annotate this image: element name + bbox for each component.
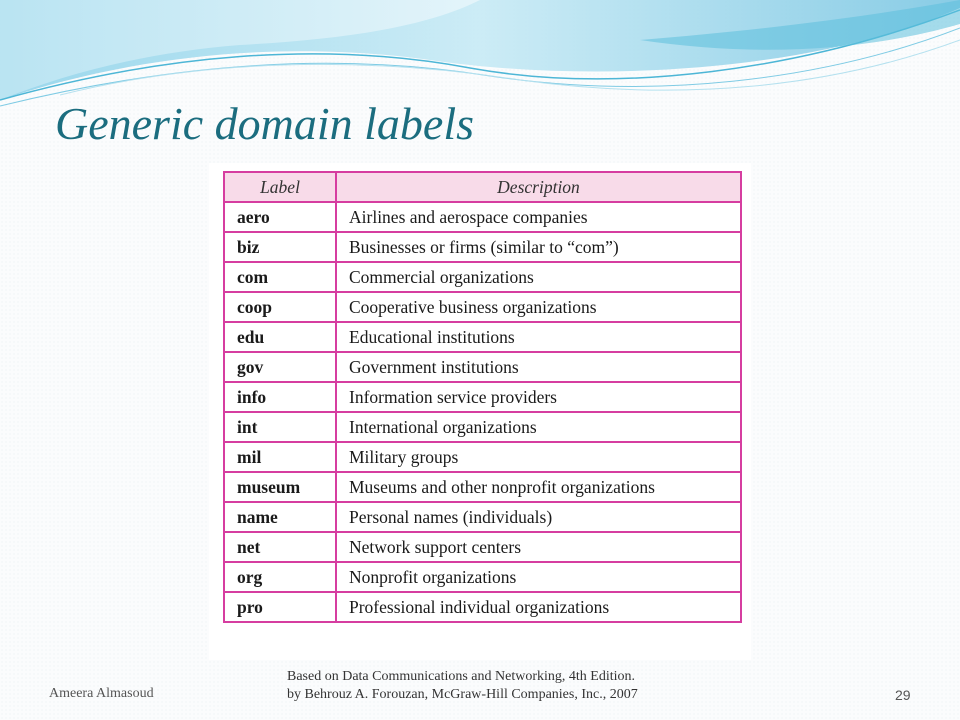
table-row — [224, 232, 741, 262]
description-cell: Network support centers — [336, 532, 741, 562]
domain-labels-figure — [209, 163, 751, 660]
label-cell: biz — [224, 232, 336, 262]
description-cell: Government institutions — [336, 352, 741, 382]
table-row — [224, 532, 741, 562]
table-row — [224, 382, 741, 412]
label-cell: com — [224, 262, 336, 292]
description-cell: Professional individual organizations — [336, 592, 741, 622]
description-cell: Information service providers — [336, 382, 741, 412]
footer-source-line-2: by Behrouz A. Forouzan, McGraw-Hill Companies, Inc., 2007 — [287, 687, 638, 702]
label-cell: net — [224, 532, 336, 562]
description-cell: Personal names (individuals) — [336, 502, 741, 532]
table-row — [224, 412, 741, 442]
description-cell: Educational institutions — [336, 322, 741, 352]
label-cell: aero — [224, 202, 336, 232]
header-description: Description — [336, 172, 741, 202]
label-cell: info — [224, 382, 336, 412]
description-cell: International organizations — [336, 412, 741, 442]
table-row — [224, 472, 741, 502]
table-row — [224, 352, 741, 382]
description-cell: Commercial organizations — [336, 262, 741, 292]
footer-source — [287, 668, 638, 704]
slide-title: Generic domain labels — [55, 98, 475, 149]
label-cell: mil — [224, 442, 336, 472]
label-cell: pro — [224, 592, 336, 622]
page-number: 29 — [895, 687, 911, 703]
label-cell: int — [224, 412, 336, 442]
table-row — [224, 592, 741, 622]
footer-source-line-1: Based on Data Communications and Networking, 4th Edition. — [287, 669, 636, 684]
label-cell: museum — [224, 472, 336, 502]
domain-labels-table — [223, 171, 742, 623]
table-row — [224, 292, 741, 322]
description-cell: Museums and other nonprofit organizations — [336, 472, 741, 502]
table-row — [224, 442, 741, 472]
label-cell: gov — [224, 352, 336, 382]
description-cell: Cooperative business organizations — [336, 292, 741, 322]
table-row — [224, 502, 741, 532]
table-header-row — [224, 172, 741, 202]
table-row — [224, 202, 741, 232]
description-cell: Military groups — [336, 442, 741, 472]
label-cell: org — [224, 562, 336, 592]
label-cell: edu — [224, 322, 336, 352]
table-row — [224, 322, 741, 352]
label-cell: coop — [224, 292, 336, 322]
description-cell: Nonprofit organizations — [336, 562, 741, 592]
table-row — [224, 262, 741, 292]
table-row — [224, 562, 741, 592]
footer-author: Ameera Almasoud — [49, 686, 154, 701]
label-cell: name — [224, 502, 336, 532]
description-cell: Businesses or firms (similar to “com”) — [336, 232, 741, 262]
header-label: Label — [224, 172, 336, 202]
description-cell: Airlines and aerospace companies — [336, 202, 741, 232]
